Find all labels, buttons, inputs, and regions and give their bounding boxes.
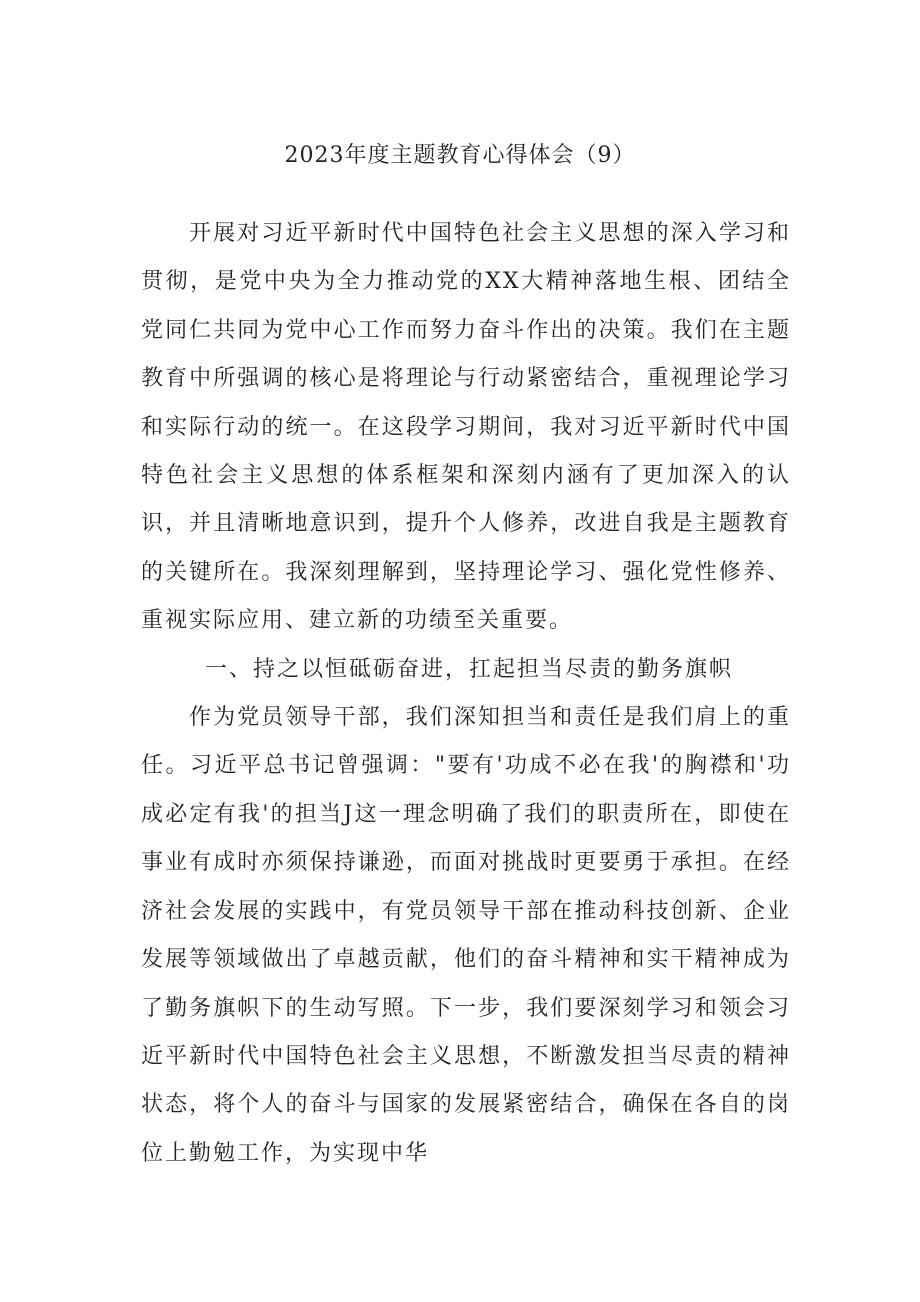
section-heading-1: 一、持之以恒砥砺奋进，扛起担当尽责的勤务旗帜 [205, 656, 734, 682]
document-title: 2023年度主题教育心得体会（9） [284, 143, 636, 168]
intro-paragraph: 开展对习近平新时代中国特色社会主义思想的深入学习和贯彻，是党中央为全力推动党的XX大精神落地生根、团结全党同仁共同为党中心工作而努力奋斗作出的决策。我们在主题教育中所强调的核心是将理论与行动紧密结合，重视理论学习和实际行动的统一。在这段学习期间，我对习近平新时代中国特色社会主义思想的体系框架和深刻内涵有了更加深入的认识，并且清晰地意识到，提升个人修养，改进自我是主题教育的关键所在。我深刻理解到，坚持理论学习、强化党性修养、重视实际应用、建立新的功绩至关重要。 [141, 221, 791, 634]
document-body [141, 210, 791, 1178]
section-1-paragraph: 作为党员领导干部，我们深知担当和责任是我们肩上的重任。习近平总书记曾强调："要有'功成不必在我'的胸襟和'功成必定有我'的担当J这一理念明确了我们的职责所在，即使在事业有成时亦须保持谦逊，而面对挑战时更要勇于承担。在经济社会发展的实践中，有党员领导干部在推动科技创新、企业发展等领域做出了卓越贡献，他们的奋斗精神和实干精神成为了勤务旗帜下的生动写照。下一步，我们要深刻学习和领会习近平新时代中国特色社会主义思想，不断激发担当尽责的精神状态，将个人的奋斗与国家的发展紧密结合，确保在各自的岗位上勤勉工作，为实现中华 [141, 705, 791, 1166]
